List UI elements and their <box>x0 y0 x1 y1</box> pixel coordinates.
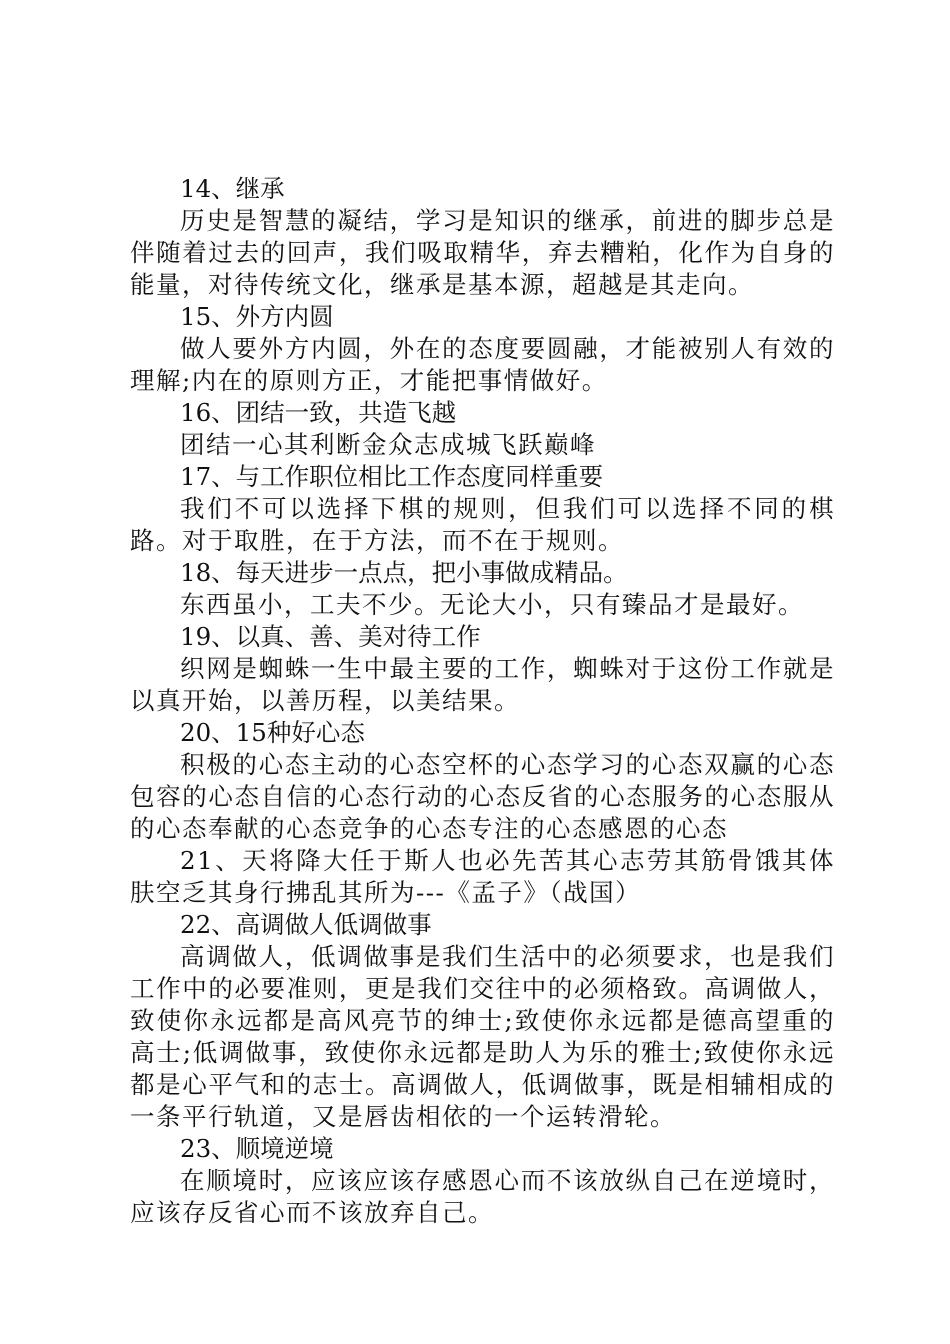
section-title: 17、与工作职位相比工作态度同样重要 <box>180 462 604 491</box>
section-14 <box>130 173 835 301</box>
section-title: 18、每天进步一点点，把小事做成精品。 <box>180 558 628 587</box>
section-title: 15、外方内圆 <box>180 302 334 331</box>
section-19 <box>130 621 835 717</box>
section-title: 14、继承 <box>180 174 285 203</box>
section-body: 21、天将降大任于斯人也必先苦其心志劳其筋骨饿其体肤空乏其身行拂乱其所为---《孟子》（战国） <box>130 846 835 907</box>
section-21 <box>130 845 835 909</box>
section-title: 16、团结一致，共造飞越 <box>180 398 457 427</box>
section-body: 做人要外方内圆，外在的态度要圆融，才能被别人有效的理解;内在的原则方正，才能把事情做好。 <box>130 334 835 395</box>
section-20 <box>130 717 835 845</box>
section-18 <box>130 557 835 621</box>
section-body: 织网是蜘蛛一生中最主要的工作，蜘蛛对于这份工作就是以真开始，以善历程，以美结果。 <box>130 654 835 715</box>
section-23 <box>130 1133 835 1229</box>
section-16 <box>130 397 835 461</box>
section-body: 积极的心态主动的心态空杯的心态学习的心态双赢的心态包容的心态自信的心态行动的心态反省的心态服务的心态服从的心态奉献的心态竞争的心态专注的心态感恩的心态 <box>130 750 835 843</box>
section-15 <box>130 301 835 397</box>
section-body: 我们不可以选择下棋的规则，但我们可以选择不同的棋路。对于取胜，在于方法，而不在于规则。 <box>130 494 835 555</box>
section-body: 历史是智慧的凝结，学习是知识的继承，前进的脚步总是伴随着过去的回声，我们吸取精华，弃去糟粕，化作为自身的能量，对待传统文化，继承是基本源，超越是其走向。 <box>130 206 835 299</box>
section-title: 22、高调做人低调做事 <box>180 910 432 939</box>
section-body: 在顺境时，应该应该存感恩心而不该放纵自己在逆境时，应该存反省心而不该放弃自己。 <box>130 1166 835 1227</box>
section-22 <box>130 909 835 1133</box>
section-body: 团结一心其利断金众志成城飞跃巅峰 <box>180 430 596 459</box>
document-content <box>130 173 835 1229</box>
section-17 <box>130 461 835 557</box>
section-body: 高调做人，低调做事是我们生活中的必须要求，也是我们工作中的必要准则，更是我们交往中的必须格致。高调做人，致使你永远都是高风亮节的绅士;致使你永远都是德高望重的高士;低调做事，致使你永远都是助人为乐的雅士;致使你永远都是心平气和的志士。高调做人，低调做事，既是相辅相成的一条平行轨道，又是唇齿相依的一个运转滑轮。 <box>130 942 835 1131</box>
section-title: 23、顺境逆境 <box>180 1134 334 1163</box>
section-title: 19、以真、善、美对待工作 <box>180 622 481 651</box>
section-body: 东西虽小，工夫不少。无论大小，只有臻品才是最好。 <box>180 590 804 619</box>
section-title: 20、15种好心态 <box>180 718 365 747</box>
